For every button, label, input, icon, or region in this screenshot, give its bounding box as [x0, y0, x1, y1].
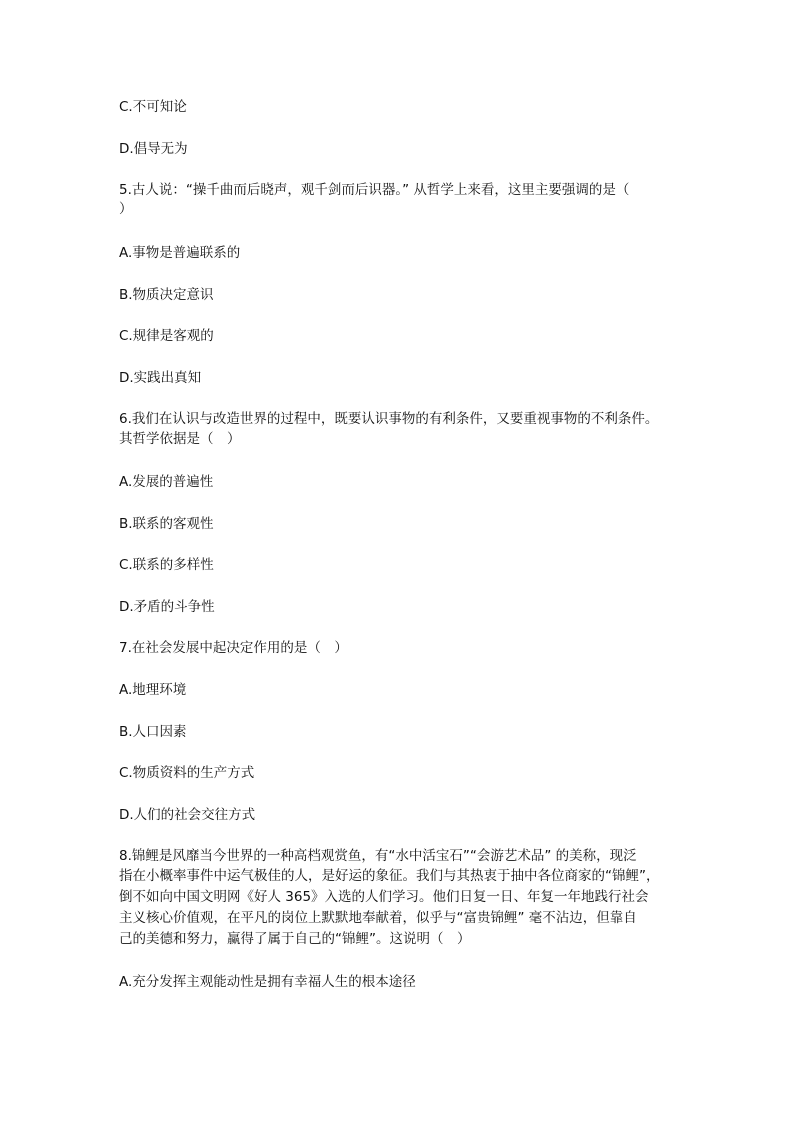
option-d-q4: D.倡导无为 — [119, 141, 188, 157]
question-7: 7.在社会发展中起决定作用的是（ ） — [119, 640, 348, 656]
option-d-q5: D.实践出真知 — [119, 370, 202, 386]
option-b-q5: B.物质决定意识 — [119, 287, 214, 303]
option-b-q6: B.联系的客观性 — [119, 516, 214, 532]
option-a-q6: A.发展的普遍性 — [119, 474, 214, 490]
option-a-q7: A.地理环境 — [119, 682, 187, 698]
option-b-q7: B.人口因素 — [119, 724, 187, 740]
option-d-q6: D.矛盾的斗争性 — [119, 599, 215, 615]
question-8-line-3: 倒不如向中国文明网《好人 365》入选的人们学习。他们日复一日、年复一年地践行社会 — [119, 889, 649, 905]
question-5-line-1: 5.古人说：“操千曲而后晓声，观千剑而后识器。” 从哲学上来看，这里主要强调的是（ — [119, 182, 630, 198]
question-8-line-2: 指在小概率事件中运气极佳的人，是好运的象征。我们与其热衷于抽中各位商家的“锦鲤”， — [119, 868, 660, 884]
question-8-line-5: 己的美德和努力，赢得了属于自己的“锦鲤”。这说明（ ） — [119, 931, 471, 947]
question-8-line-4: 主义核心价值观，在平凡的岗位上默默地奉献着，似乎与“富贵锦鲤” 毫不沾边，但靠自 — [119, 910, 637, 926]
question-5-line-2: ） — [119, 201, 133, 217]
question-6-line-2: 其哲学依据是（ ） — [119, 431, 241, 447]
option-c-q5: C.规律是客观的 — [119, 328, 214, 344]
option-c-q4: C.不可知论 — [119, 99, 187, 115]
option-a-q5: A.事物是普遍联系的 — [119, 245, 241, 261]
question-8-line-1: 8.锦鲤是风靡当今世界的一种高档观赏鱼，有“水中活宝石”“会游艺术品” 的美称，现泛 — [119, 848, 637, 864]
option-c-q7: C.物质资料的生产方式 — [119, 765, 255, 781]
option-d-q7: D.人们的社会交往方式 — [119, 807, 256, 823]
option-c-q6: C.联系的多样性 — [119, 557, 214, 573]
option-a-q8: A.充分发挥主观能动性是拥有幸福人生的根本途径 — [119, 974, 416, 990]
question-6-line-1: 6.我们在认识与改造世界的过程中，既要认识事物的有利条件，又要重视事物的不利条件。 — [119, 411, 659, 427]
